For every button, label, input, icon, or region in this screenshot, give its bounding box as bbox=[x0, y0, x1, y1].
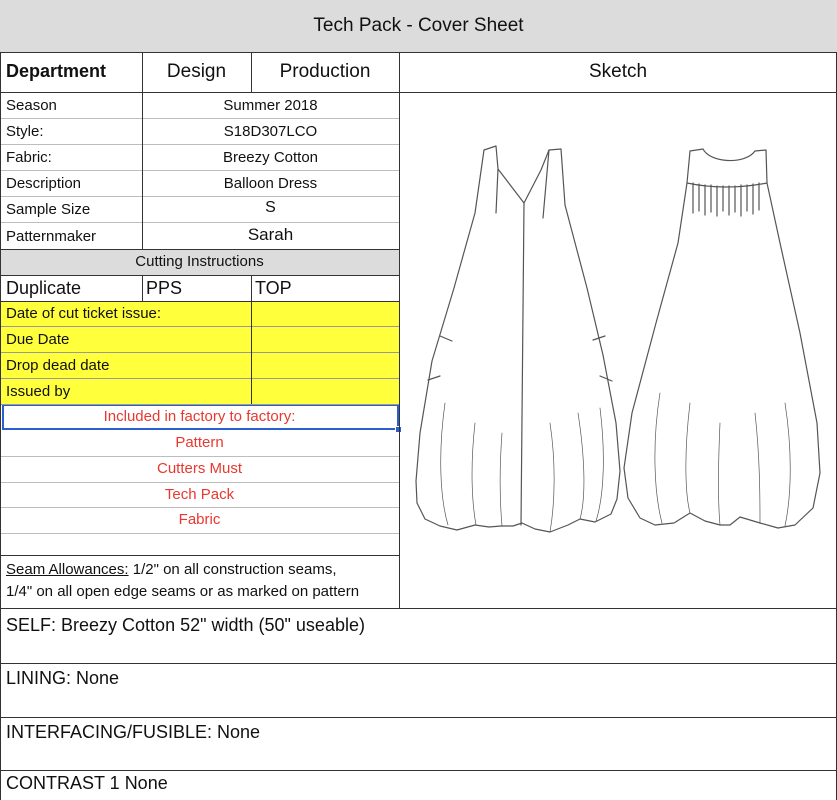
top-label: TOP bbox=[255, 278, 292, 298]
material-contrast-1: CONTRAST 1 None bbox=[6, 773, 168, 793]
header-design: Design bbox=[166, 61, 227, 82]
material-interfacing: INTERFACING/FUSIBLE: None bbox=[6, 722, 261, 742]
header-sketch: Sketch bbox=[588, 61, 648, 82]
header-production: Production bbox=[279, 61, 371, 82]
issued-by-label: Issued by bbox=[6, 383, 71, 400]
cutting-title: Cutting Instructions bbox=[135, 253, 264, 270]
info-label-description: Description bbox=[6, 175, 82, 192]
issued-by-cell[interactable] bbox=[251, 379, 399, 404]
info-label-patternmaker: Patternmaker bbox=[6, 228, 97, 245]
due-date-cell[interactable] bbox=[251, 327, 399, 352]
seam-allowance-line2: 1/4" on all open edge seams or as marked on pattern bbox=[6, 583, 360, 600]
info-label-style: Style: bbox=[6, 123, 44, 140]
factory-item-cutters-must: Cutters Must bbox=[156, 460, 243, 477]
info-value-style: S18D307LCO bbox=[223, 123, 318, 140]
info-label-fabric: Fabric: bbox=[6, 149, 52, 166]
seam-allowance-label: Seam Allowances: bbox=[6, 561, 129, 578]
info-value-fabric: Breezy Cotton bbox=[222, 149, 319, 166]
duplicate-label: Duplicate bbox=[6, 278, 82, 298]
front-view-sketch bbox=[416, 146, 620, 532]
info-label-sample-size: Sample Size bbox=[6, 201, 91, 218]
info-value-description: Balloon Dress bbox=[223, 175, 318, 192]
due-date-label: Due Date bbox=[6, 331, 70, 348]
cut-ticket-issue-cell[interactable] bbox=[251, 302, 399, 326]
factory-heading: Included in factory to factory: bbox=[103, 408, 296, 425]
page-title: Tech Pack - Cover Sheet bbox=[313, 15, 524, 36]
back-view-sketch bbox=[624, 149, 820, 528]
factory-item-fabric: Fabric bbox=[178, 511, 221, 528]
drop-dead-date-label: Drop dead date bbox=[6, 357, 110, 374]
pps-label: PPS bbox=[146, 278, 183, 298]
material-self: SELF: Breezy Cotton 52" width (50" useable) bbox=[6, 615, 365, 635]
header-department: Department bbox=[6, 61, 107, 81]
dress-sketch bbox=[400, 93, 836, 608]
material-lining: LINING: None bbox=[6, 668, 120, 688]
factory-item-tech-pack: Tech Pack bbox=[164, 486, 235, 503]
seam-allowance-line1 bbox=[6, 561, 337, 578]
info-value-sample-size: S bbox=[265, 199, 276, 216]
info-value-season: Summer 2018 bbox=[223, 97, 318, 114]
info-label-season: Season bbox=[6, 97, 57, 114]
info-value-patternmaker: Sarah bbox=[247, 225, 294, 244]
seam-allowance-text1: 1/2" on all construction seams, bbox=[132, 561, 337, 578]
cut-ticket-issue-label: Date of cut ticket issue: bbox=[6, 305, 162, 322]
drop-dead-date-cell[interactable] bbox=[251, 353, 399, 378]
factory-item-pattern: Pattern bbox=[175, 434, 224, 451]
